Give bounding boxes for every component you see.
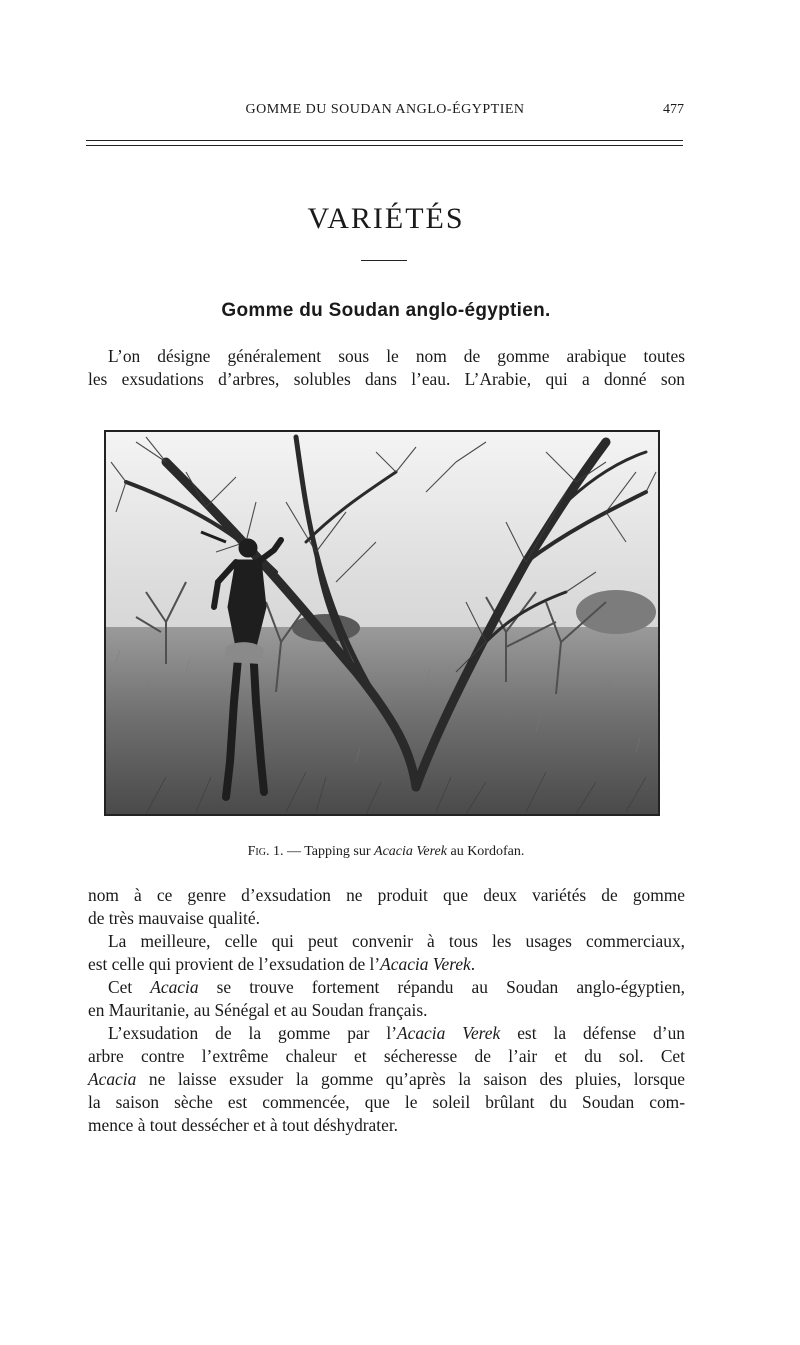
text-line: L’on désigne généralement sous le nom de gomme arabique toutes <box>108 346 685 366</box>
title-rule <box>361 260 407 261</box>
text-line: L’exsudation de la gomme par l’Acacia Verek est la défense d’un <box>108 1023 685 1043</box>
intro-paragraph <box>88 345 685 391</box>
caption-place: au Kordofan. <box>446 844 525 859</box>
article-title: Gomme du Soudan anglo-égyptien. <box>221 300 551 321</box>
section-title: VARIÉTÉS <box>307 202 465 235</box>
text-line: La meilleure, celle qui peut convenir à tous les usages commerciaux, <box>108 931 685 951</box>
figure-photo <box>104 430 660 816</box>
text-line: nom à ce genre d’exsudation ne produit que deux variétés de gomme <box>88 885 685 905</box>
running-title: GOMME DU SOUDAN ANGLO-ÉGYPTIEN <box>245 102 525 117</box>
text-line: de très mauvaise qualité. <box>88 908 260 928</box>
caption-species: Acacia Verek <box>374 844 447 859</box>
page-number: 477 <box>663 102 684 117</box>
caption-text: — Tapping sur <box>283 844 375 859</box>
text-line: arbre contre l’extrême chaleur et sécheresse de l’air et du sol. Cet <box>88 1046 685 1066</box>
text-line: la saison sèche est commencée, que le soleil brûlant du Soudan com- <box>88 1092 685 1112</box>
text-line: est celle qui provient de l’exsudation de l’Acacia Verek. <box>88 954 476 974</box>
acacia-tapping-photo <box>106 432 658 814</box>
text-line: Cet Acacia se trouve fortement répandu au Soudan anglo-égyptien, <box>108 977 685 997</box>
header-rule <box>86 140 683 146</box>
running-head <box>86 100 684 120</box>
figure-caption <box>0 844 772 860</box>
body-text <box>88 884 685 1137</box>
text-line: les exsudations d’arbres, solubles dans l’eau. L’Arabie, qui a donné son <box>88 369 685 389</box>
text-line: mence à tout dessécher et à tout déshydrater. <box>88 1115 399 1135</box>
text-line: Acacia ne laisse exsuder la gomme qu’après la saison des pluies, lorsque <box>88 1069 685 1089</box>
figure-label: Fig. 1. <box>247 844 284 859</box>
text-line: en Mauritanie, au Sénégal et au Soudan français. <box>88 1000 428 1020</box>
